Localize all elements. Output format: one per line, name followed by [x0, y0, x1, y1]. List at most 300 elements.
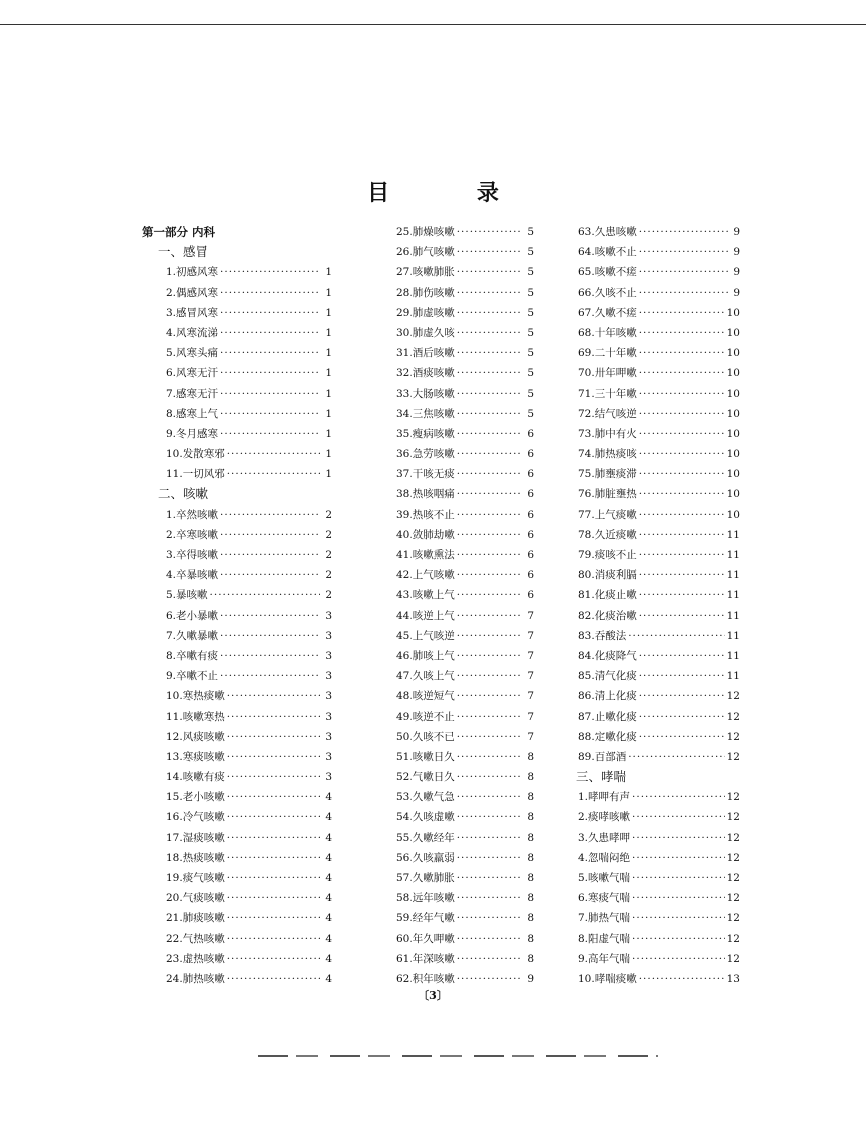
toc-leader-dots [227, 949, 320, 969]
toc-page-number: 1 [325, 468, 332, 481]
toc-label: 51.咳嗽日久 [396, 750, 455, 763]
toc-label: 81.化痰止嗽 [578, 589, 637, 602]
toc-leader-dots [227, 868, 320, 888]
toc-page-number: 5 [527, 246, 534, 259]
toc-label: 35.瘦病咳嗽 [396, 427, 455, 440]
toc-page-number: 10 [726, 347, 740, 360]
toc-page-number: 3 [325, 750, 332, 763]
toc-leader-dots [457, 807, 522, 827]
toc-entry [142, 666, 332, 686]
toc-page-number: 8 [527, 952, 534, 965]
toc-label: 53.久嗽气急 [396, 791, 455, 804]
toc-label: 7.肺热气喘 [578, 912, 631, 925]
toc-page-number: 12 [726, 831, 740, 844]
toc-entry [576, 303, 740, 323]
toc-leader-dots [639, 283, 728, 303]
toc-entry [372, 686, 534, 706]
toc-page-number: 5 [527, 407, 534, 420]
toc-leader-dots [227, 888, 320, 908]
toc-page-number: 11 [726, 569, 740, 582]
toc-entry [142, 787, 332, 807]
toc-entry [576, 283, 740, 303]
toc-leader-dots [639, 727, 725, 747]
toc-page-number: 2 [325, 549, 332, 561]
toc-page-number: 8 [527, 912, 534, 925]
toc-leader-dots [220, 323, 320, 343]
toc-leader-dots [457, 848, 522, 868]
toc-leader-dots [639, 484, 725, 504]
toc-label: 25.肺燥咳嗽 [396, 226, 455, 238]
toc-entry [372, 828, 534, 848]
toc-label: 58.远年咳嗽 [396, 892, 455, 905]
toc-entry [142, 565, 332, 585]
toc-label: 1.卒然咳嗽 [166, 508, 219, 521]
toc-entry [372, 505, 534, 525]
toc-entry [142, 262, 332, 282]
toc-page-number: 6 [527, 549, 534, 561]
toc-page-number: 8 [527, 872, 534, 884]
toc-entry [142, 363, 332, 383]
toc-entry [576, 828, 740, 848]
toc-label: 38.热咳咽痛 [396, 488, 455, 501]
toc-page-number: 7 [527, 649, 534, 662]
toc-entry [372, 384, 534, 404]
toc-page-number: 12 [726, 912, 740, 925]
toc-label: 2.偶感风寒 [166, 286, 219, 299]
toc-leader-dots [639, 545, 725, 565]
toc-page-number: 12 [726, 710, 740, 723]
toc-leader-dots [457, 868, 522, 888]
toc-label: 82.化痰治嗽 [578, 609, 637, 622]
toc-page-number: 12 [726, 791, 740, 804]
toc-label: 55.久嗽经年 [396, 831, 455, 844]
toc-entry [576, 222, 740, 242]
toc-label: 56.久咳羸弱 [396, 851, 455, 864]
toc-entry [576, 384, 740, 404]
toc-label: 63.久患咳嗽 [578, 226, 637, 238]
toc-label: 27.咳嗽肺胀 [396, 266, 455, 279]
toc-entry [576, 949, 740, 969]
toc-label: 26.肺气咳嗽 [396, 246, 455, 259]
toc-entry [372, 242, 534, 262]
toc-page-number: 10 [726, 488, 740, 501]
toc-page-number: 10 [726, 407, 740, 420]
toc-page-number: 1 [325, 266, 332, 279]
toc-page-number: 11 [726, 609, 740, 622]
toc-label: 43.咳嗽上气 [396, 589, 455, 602]
toc-page-number: 12 [726, 690, 740, 703]
toc-page-number: 12 [726, 952, 740, 965]
toc-label: 85.清气化痰 [578, 670, 637, 683]
toc-label: 74.肺热痰咳 [578, 448, 637, 461]
toc-page-number: 3 [325, 771, 332, 784]
toc-label: 23.虚热咳嗽 [166, 952, 225, 965]
toc-entry [372, 646, 534, 666]
toc-label: 2.痰哮咳嗽 [578, 811, 631, 824]
toc-label: 78.久近痰嗽 [578, 528, 637, 541]
toc-entry [372, 565, 534, 585]
toc-entry [372, 606, 534, 626]
toc-label: 45.上气咳逆 [396, 629, 455, 642]
toc-entry [142, 908, 332, 928]
toc-leader-dots [220, 283, 320, 303]
toc-leader-dots [220, 384, 320, 404]
toc-section [576, 767, 740, 787]
toc-label: 16.冷气咳嗽 [166, 811, 225, 824]
toc-entry [372, 363, 534, 383]
toc-leader-dots [457, 262, 522, 282]
toc-label: 3.卒得咳嗽 [166, 549, 219, 561]
toc-leader-dots [220, 626, 320, 646]
toc-label: 37.干咳无痰 [396, 468, 455, 481]
toc-label: 86.清上化痰 [578, 690, 637, 703]
toc-leader-dots [227, 707, 320, 727]
toc-label: 9.卒嗽不止 [166, 670, 219, 683]
toc-leader-dots [227, 747, 320, 767]
toc-leader-dots [639, 363, 725, 383]
toc-leader-dots [227, 787, 320, 807]
toc-entry [372, 929, 534, 949]
toc-entry [142, 444, 332, 464]
toc-label: 一、感冒 [158, 244, 209, 260]
toc-entry [372, 908, 534, 928]
toc-entry [372, 767, 534, 787]
toc-page-number: 12 [726, 811, 740, 824]
toc-page-number: 7 [527, 710, 534, 723]
toc-entry [142, 626, 332, 646]
toc-entry [576, 626, 740, 646]
toc-leader-dots [639, 686, 725, 706]
toc-label: 76.肺脏壅热 [578, 488, 637, 501]
toc-label: 7.感寒无汗 [166, 387, 219, 400]
toc-page-number: 4 [325, 912, 332, 925]
toc-label: 48.咳逆短气 [396, 690, 455, 703]
toc-label: 9.冬月感寒 [166, 427, 219, 440]
toc-label: 42.上气咳嗽 [396, 569, 455, 582]
toc-leader-dots [227, 444, 320, 464]
toc-leader-dots [632, 949, 725, 969]
toc-leader-dots [220, 666, 320, 686]
toc-label: 3.感冒风寒 [166, 306, 219, 319]
toc-leader-dots [639, 606, 725, 626]
toc-page-number: 6 [527, 508, 534, 521]
toc-page-number: 5 [527, 266, 534, 279]
toc-leader-dots [457, 888, 522, 908]
toc-leader-dots [639, 707, 725, 727]
toc-label: 24.肺热咳嗽 [166, 972, 225, 985]
toc-leader-dots [632, 888, 725, 908]
toc-page-number: 7 [527, 670, 534, 683]
toc-leader-dots [227, 464, 320, 484]
toc-entry [576, 242, 740, 262]
toc-entry [372, 949, 534, 969]
toc-leader-dots [227, 908, 320, 928]
toc-leader-dots [457, 404, 522, 424]
toc-part [142, 222, 332, 242]
toc-leader-dots [632, 929, 725, 949]
toc-label: 79.痰咳不止 [578, 549, 637, 561]
toc-entry [576, 323, 740, 343]
toc-page-number: 12 [726, 851, 740, 864]
toc-page-number: 8 [527, 932, 534, 945]
toc-leader-dots [210, 585, 320, 605]
toc-page-number: 11 [726, 629, 740, 642]
toc-entry [372, 707, 534, 727]
toc-label: 65.咳嗽不瘥 [578, 266, 637, 279]
toc-page-number: 4 [325, 811, 332, 824]
toc-leader-dots [632, 868, 725, 888]
toc-leader-dots [220, 565, 320, 585]
toc-page-number: 2 [325, 528, 332, 541]
toc-entry [576, 444, 740, 464]
toc-entry [576, 707, 740, 727]
toc-entry [142, 384, 332, 404]
toc-page-number: 1 [325, 387, 332, 400]
toc-leader-dots [227, 807, 320, 827]
toc-leader-dots [639, 646, 725, 666]
toc-label: 75.肺壅痰滞 [578, 468, 637, 481]
toc-page-number: 4 [325, 831, 332, 844]
toc-page-number: 1 [325, 427, 332, 440]
toc-page-number: 5 [527, 306, 534, 319]
toc-entry [142, 525, 332, 545]
toc-entry [372, 787, 534, 807]
toc-label: 11.咳嗽寒热 [166, 710, 225, 723]
toc-page-number: 12 [726, 872, 740, 884]
toc-entry [372, 444, 534, 464]
toc-leader-dots [220, 545, 320, 565]
toc-leader-dots [457, 545, 522, 565]
toc-page-number: 8 [527, 771, 534, 784]
toc-page-number: 12 [726, 730, 740, 743]
toc-entry [576, 888, 740, 908]
toc-page-number: 1 [325, 286, 332, 299]
toc-label: 14.咳嗽有痰 [166, 771, 225, 784]
toc-leader-dots [457, 666, 522, 686]
toc-leader-dots [457, 828, 522, 848]
toc-label: 46.肺咳上气 [396, 649, 455, 662]
toc-entry [576, 807, 740, 827]
toc-entry [576, 565, 740, 585]
toc-entry [576, 727, 740, 747]
toc-entry [576, 404, 740, 424]
toc-page-number: 9 [733, 266, 740, 279]
toc-label: 9.高年气喘 [578, 952, 631, 965]
toc-page-number: 9 [733, 226, 740, 238]
toc-entry [372, 727, 534, 747]
toc-entry [372, 807, 534, 827]
toc-label: 59.经年气嗽 [396, 912, 455, 925]
toc-page-number: 3 [325, 670, 332, 683]
scan-artifact-line [258, 1055, 658, 1057]
toc-entry [576, 747, 740, 767]
toc-leader-dots [457, 747, 522, 767]
toc-entry [372, 545, 534, 565]
toc-entry [576, 363, 740, 383]
toc-leader-dots [639, 464, 725, 484]
toc-page-number: 12 [726, 892, 740, 905]
toc-leader-dots [639, 424, 725, 444]
toc-label: 6.风寒无汗 [166, 367, 219, 380]
toc-page-number: 5 [527, 387, 534, 400]
toc-label: 71.三十年嗽 [578, 387, 637, 400]
toc-leader-dots [639, 303, 725, 323]
toc-leader-dots [227, 727, 320, 747]
toc-entry [372, 666, 534, 686]
toc-page-number: 5 [527, 286, 534, 299]
toc-page-number: 1 [325, 448, 332, 461]
toc-leader-dots [457, 626, 522, 646]
toc-entry [142, 585, 332, 605]
toc-leader-dots [639, 565, 725, 585]
toc-page-number: 6 [527, 427, 534, 440]
toc-entry [142, 929, 332, 949]
toc-leader-dots [457, 646, 522, 666]
toc-label: 2.卒寒咳嗽 [166, 528, 219, 541]
toc-entry [576, 505, 740, 525]
toc-page-number: 11 [726, 670, 740, 683]
toc-leader-dots [220, 262, 320, 282]
toc-page-number: 11 [726, 649, 740, 662]
toc-entry [372, 343, 534, 363]
toc-leader-dots [457, 505, 522, 525]
toc-entry [372, 848, 534, 868]
toc-entry [142, 303, 332, 323]
toc-leader-dots [457, 444, 522, 464]
toc-label: 34.三焦咳嗽 [396, 407, 455, 420]
toc-entry [142, 424, 332, 444]
toc-entry [142, 505, 332, 525]
toc-label: 6.老小暴嗽 [166, 609, 219, 622]
toc-leader-dots [632, 848, 725, 868]
toc-page-number: 1 [325, 326, 332, 339]
toc-page-number: 7 [527, 629, 534, 642]
toc-leader-dots [457, 727, 522, 747]
toc-label: 18.热痰咳嗽 [166, 851, 225, 864]
toc-entry [372, 323, 534, 343]
toc-entry [142, 707, 332, 727]
toc-page-number: 10 [726, 448, 740, 461]
toc-label: 31.酒后咳嗽 [396, 347, 455, 360]
toc-entry [576, 686, 740, 706]
toc-leader-dots [457, 484, 522, 504]
toc-entry [142, 747, 332, 767]
toc-entry [142, 646, 332, 666]
toc-leader-dots [220, 505, 320, 525]
toc-leader-dots [639, 525, 725, 545]
toc-page-number: 3 [325, 629, 332, 642]
toc-entry [576, 484, 740, 504]
toc-entry [372, 747, 534, 767]
toc-leader-dots [628, 747, 724, 767]
toc-page-number: 5 [527, 226, 534, 238]
toc-label: 二、咳嗽 [158, 486, 209, 502]
toc-label: 41.咳嗽熏法 [396, 549, 455, 561]
toc-leader-dots [457, 525, 522, 545]
toc-label: 49.咳逆不止 [396, 710, 455, 723]
toc-label: 1.初感风寒 [166, 266, 219, 279]
toc-page-number: 4 [325, 952, 332, 965]
toc-page-number: 10 [726, 427, 740, 440]
toc-leader-dots [227, 929, 320, 949]
toc-label: 66.久咳不止 [578, 286, 637, 299]
toc-page-number: 7 [527, 609, 534, 622]
toc-label: 19.痰气咳嗽 [166, 872, 225, 884]
toc-label: 6.寒痰气喘 [578, 892, 631, 905]
toc-entry [372, 585, 534, 605]
toc-entry [142, 767, 332, 787]
toc-leader-dots [457, 565, 522, 585]
toc-leader-dots [457, 908, 522, 928]
toc-leader-dots [227, 767, 320, 787]
toc-entry [372, 626, 534, 646]
toc-label: 50.久咳不已 [396, 730, 455, 743]
toc-leader-dots [639, 343, 725, 363]
toc-label: 8.卒嗽有痰 [166, 649, 219, 662]
toc-leader-dots [457, 787, 522, 807]
toc-page-number: 8 [527, 892, 534, 905]
toc-label: 28.肺伤咳嗽 [396, 286, 455, 299]
toc-label: 87.止嗽化痰 [578, 710, 637, 723]
toc-label: 36.急劳咳嗽 [396, 448, 455, 461]
toc-page-number: 2 [325, 589, 332, 602]
top-rule [0, 24, 866, 25]
toc-entry [372, 868, 534, 888]
toc-label: 1.哮呷有声 [578, 791, 631, 804]
toc-leader-dots [220, 606, 320, 626]
toc-page-number: 1 [325, 367, 332, 380]
toc-label: 30.肺虚久咳 [396, 326, 455, 339]
toc-label: 15.老小咳嗽 [166, 791, 225, 804]
toc-page-number: 6 [527, 488, 534, 501]
toc-page-number: 8 [527, 851, 534, 864]
toc-column-3 [576, 222, 740, 989]
toc-label: 54.久咳虚嗽 [396, 811, 455, 824]
toc-page-number: 13 [726, 972, 740, 985]
toc-label: 39.热咳不止 [396, 508, 455, 521]
toc-leader-dots [457, 242, 522, 262]
toc-page-number: 4 [325, 872, 332, 884]
toc-page-number: 12 [726, 932, 740, 945]
toc-page-number: 7 [527, 690, 534, 703]
toc-page-number: 12 [726, 750, 740, 763]
toc-leader-dots [632, 787, 725, 807]
toc-entry [142, 343, 332, 363]
toc-page-number: 2 [325, 508, 332, 521]
toc-section [142, 242, 332, 262]
toc-page-number: 3 [325, 690, 332, 703]
toc-leader-dots [220, 303, 320, 323]
toc-label: 62.积年咳嗽 [396, 972, 455, 985]
toc-label: 52.气嗽日久 [396, 771, 455, 784]
toc-entry [142, 606, 332, 626]
toc-page-number: 3 [325, 649, 332, 662]
toc-label: 60.年久呷嗽 [396, 932, 455, 945]
toc-label: 第一部分 内科 [142, 225, 216, 239]
toc-page-number: 6 [527, 468, 534, 481]
toc-page-number: 10 [726, 387, 740, 400]
toc-label: 10.发散寒邪 [166, 448, 225, 461]
toc-label: 4.忽喘闷绝 [578, 851, 631, 864]
toc-entry [576, 343, 740, 363]
toc-leader-dots [632, 807, 725, 827]
toc-entry [142, 464, 332, 484]
toc-page-number: 4 [325, 892, 332, 905]
toc-label: 64.咳嗽不止 [578, 246, 637, 259]
toc-label: 5.咳嗽气喘 [578, 872, 631, 884]
toc-entry [576, 848, 740, 868]
toc-page-number: 5 [527, 326, 534, 339]
